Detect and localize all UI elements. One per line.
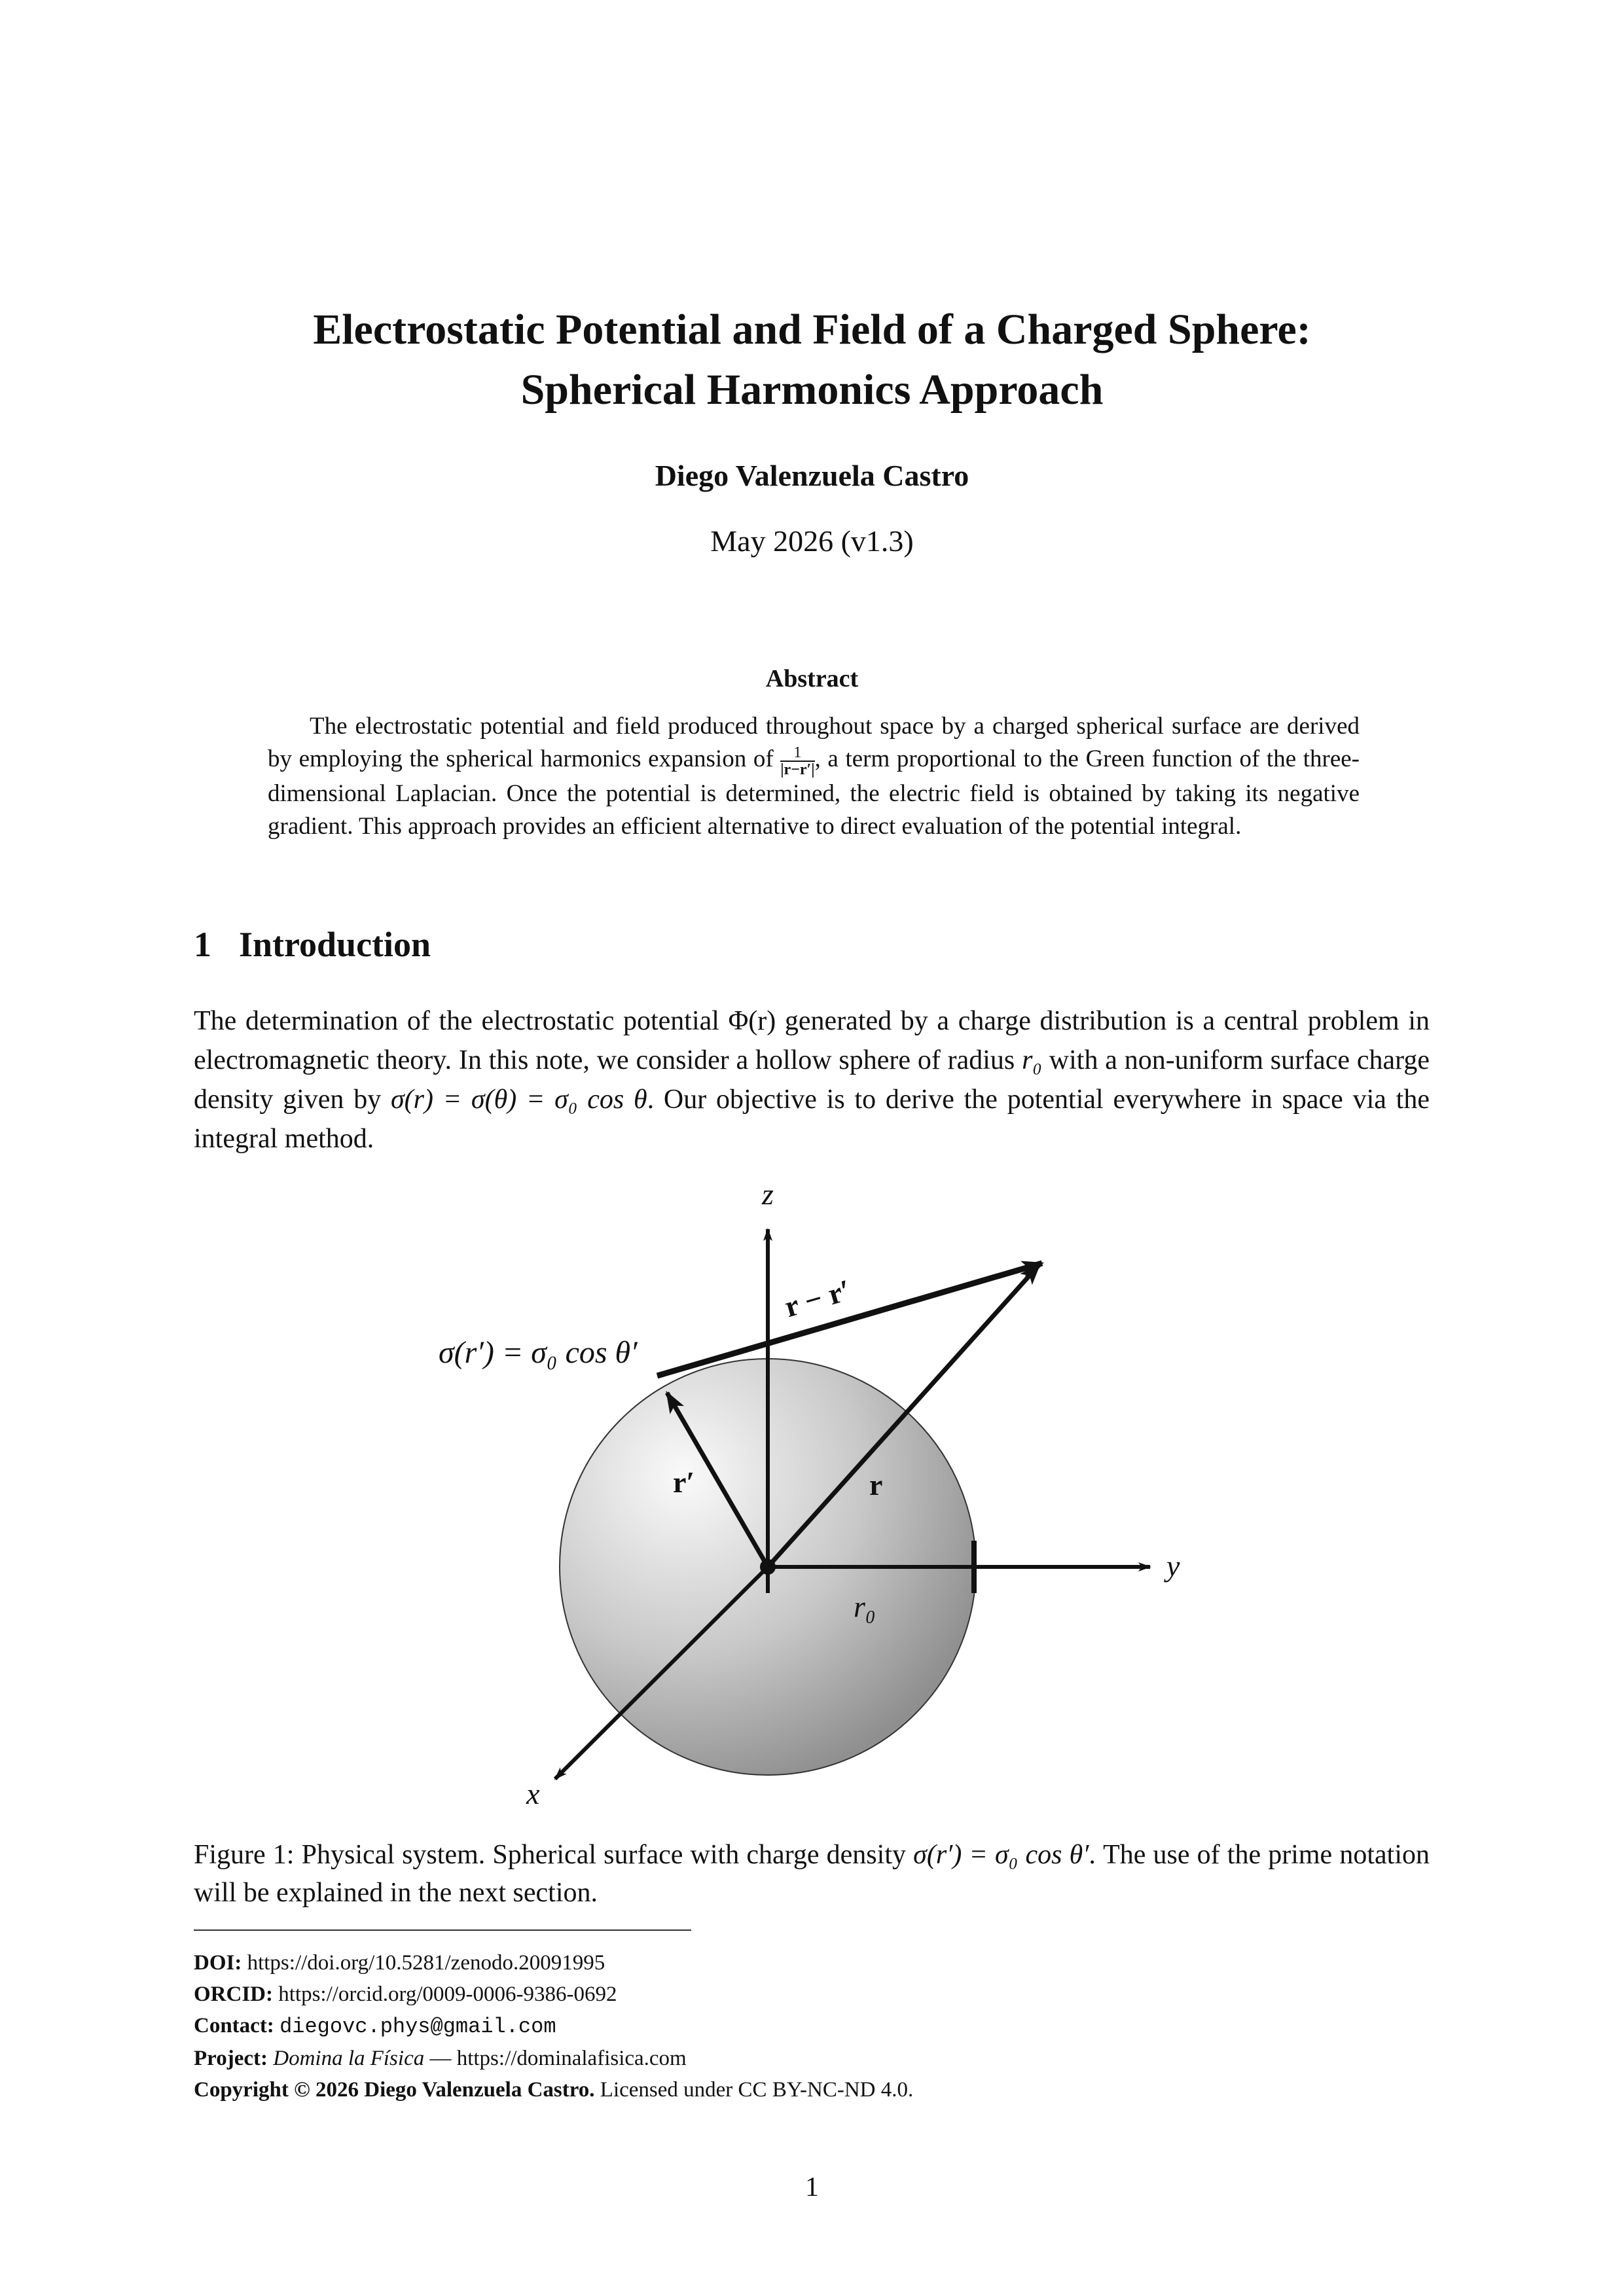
abstract-text (268, 710, 1360, 843)
doi-line (194, 1947, 913, 1979)
vector-r-minus-r-prime (657, 1263, 1042, 1376)
title-line-2: Spherical Harmonics Approach (520, 366, 1104, 414)
label-z: z (762, 1177, 774, 1211)
section-title: Introduction (239, 925, 431, 964)
figure-caption (194, 1836, 1430, 1912)
section-number: 1 (194, 925, 211, 964)
intro-text-b: generated by a charge distribution is a central problem in electromagnetic theory. In this note, we consider a hollow sphere of radius (194, 1006, 1430, 1075)
orcid-label: ORCID: (194, 1982, 273, 2006)
orcid-link[interactable]: https://orcid.org/0009-0006-9386-0692 (278, 1982, 617, 2006)
intro-paragraph (194, 1001, 1430, 1158)
project-line (194, 2043, 913, 2074)
project-label: Project: (194, 2047, 268, 2070)
project-name: Domina la Física (273, 2047, 425, 2070)
intro-text-d: . Our objective is to derive the potential everywhere in space via the integral method. (194, 1085, 1430, 1154)
intro-r0: r₀ (1022, 1045, 1043, 1075)
intro-text-a: The determination of the electrostatic potential (194, 1006, 729, 1036)
contact-email[interactable]: diegovc.phys@gmail.com (280, 2015, 556, 2039)
origin-point (760, 1559, 776, 1575)
abstract-text-b: , a term proportional to the Green function of the three-dimensional Laplacian. Once the potential is determined, the electric field is obtained by taking its negative gradient. This approach provides an efficient alternative to direct evaluation of the potential integral. (268, 745, 1360, 840)
footnote-rule (194, 1929, 691, 1931)
doi-label: DOI: (194, 1951, 242, 1975)
paper-title (0, 300, 1624, 420)
caption-text-b: . The use of the prime notation will be explained in the next section. (194, 1840, 1430, 1908)
label-r0: r₀ (854, 1590, 876, 1623)
fraction-denominator: |r−r′| (780, 761, 815, 778)
date: May 2026 (v1.3) (710, 524, 914, 558)
page-number: 1 (805, 2172, 819, 2202)
contact-label: Contact: (194, 2014, 274, 2037)
section-heading (194, 924, 431, 965)
label-r-prime: r′ (673, 1465, 695, 1499)
intro-sigma: σ(r) = σ(θ) = σ₀ cos θ (390, 1085, 647, 1115)
label-y: y (1166, 1549, 1180, 1583)
fraction-numerator: 1 (780, 745, 814, 762)
caption-text-a: Figure 1: Physical system. Spherical surface with charge density (194, 1840, 914, 1870)
footnotes (194, 1947, 913, 2106)
abstract-fraction (780, 745, 814, 778)
intro-phi: Φ(r) (728, 1006, 776, 1036)
label-x: x (526, 1777, 540, 1810)
label-r-minus-r-prime: r − r′ (781, 1273, 855, 1324)
abstract-text-a: The electrostatic potential and field produced throughout space by a charged spherical surface are derived by employing the spherical harmonics expansion of (268, 713, 1360, 772)
contact-line (194, 2010, 913, 2043)
orcid-line (194, 1979, 913, 2010)
abstract-heading: Abstract (765, 665, 859, 692)
project-link[interactable]: https://dominalafisica.com (456, 2047, 687, 2070)
project-separator: — (424, 2047, 457, 2070)
copyright-bold: Copyright © 2026 Diego Valenzuela Castro. (194, 2078, 595, 2102)
label-r: r (869, 1468, 883, 1501)
intro-text-c: with a non-uniform surface charge density given by (194, 1045, 1430, 1115)
caption-math: σ(r′) = σ₀ cos θ′ (913, 1840, 1089, 1870)
label-sigma: σ(r′) = σ₀ cos θ′ (439, 1335, 638, 1370)
title-line-1: Electrostatic Potential and Field of a Charged Sphere: (313, 306, 1311, 353)
figure-physical-system (393, 1165, 1244, 1826)
copyright-license: Licensed under CC BY-NC-ND 4.0. (594, 2078, 914, 2102)
copyright-line (194, 2074, 913, 2106)
doi-link[interactable]: https://doi.org/10.5281/zenodo.20091995 (247, 1951, 605, 1975)
author: Diego Valenzuela Castro (655, 459, 969, 492)
